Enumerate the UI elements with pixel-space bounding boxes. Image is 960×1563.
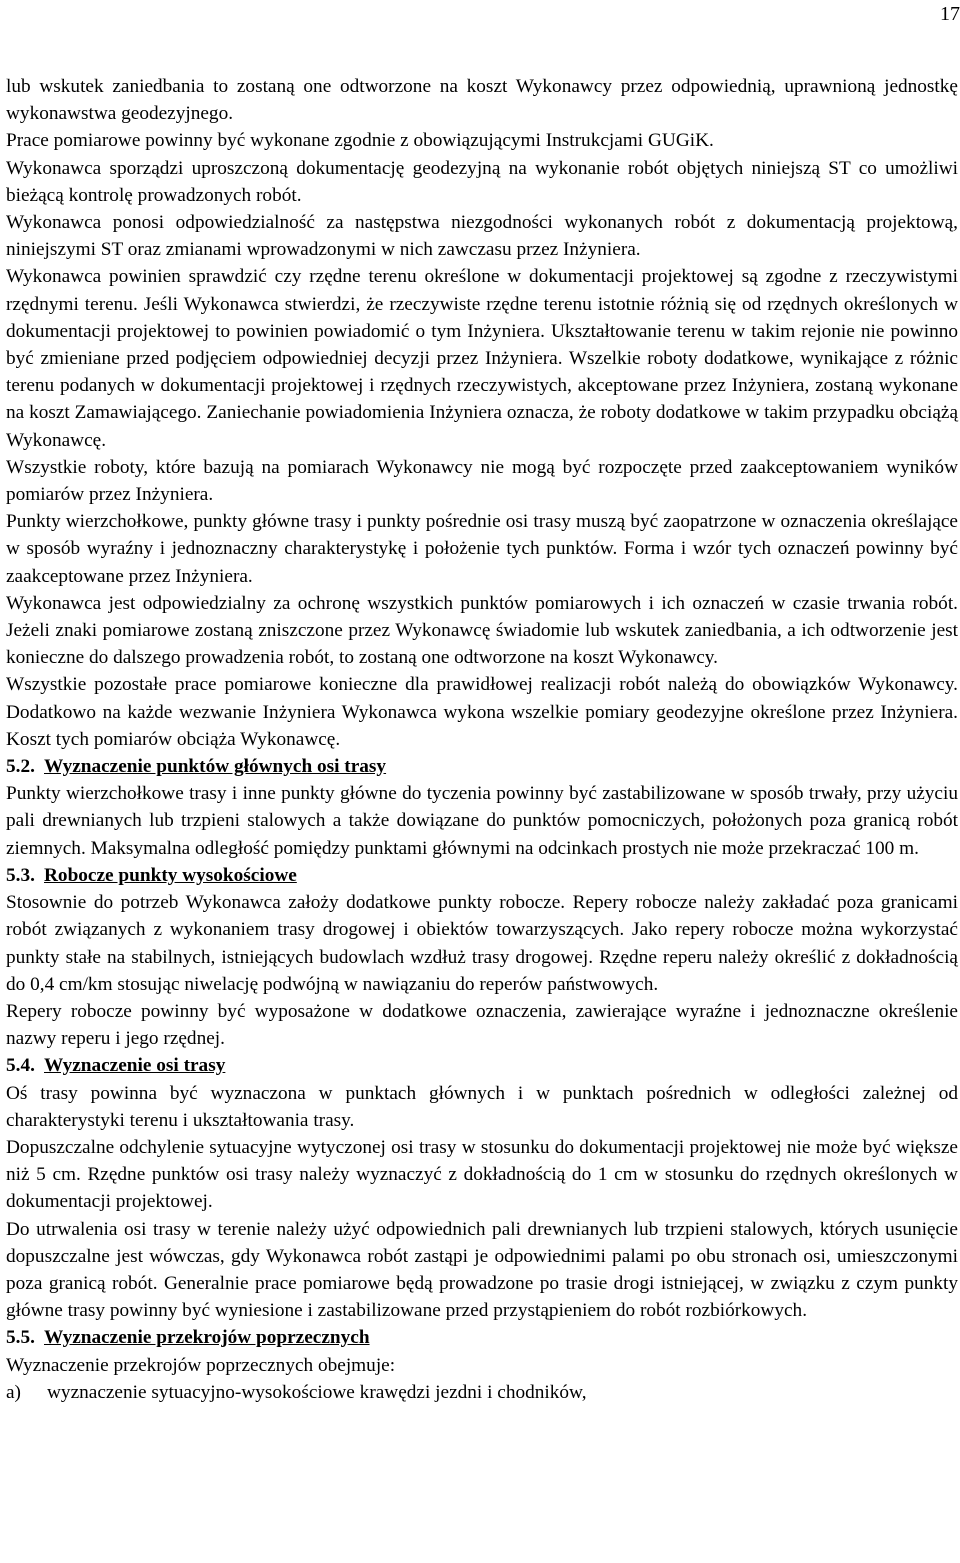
paragraph: Punkty wierzchołkowe trasy i inne punkty główne do tyczenia powinny być zastabilizowane w sposób trwały, przy użyciu pali drewnianych lub trzpieni stalowych a także dowiązane do punktów pomocniczych, położonych poza granicą robót ziemnych. Maksymalna odległość pomiędzy punktami głównymi na odcinkach prostych nie może przekraczać 100 m.	[6, 783, 958, 859]
list-item-text: wyznaczenie sytuacyjno-wysokościowe krawędzi jezdni i chodników,	[47, 1381, 587, 1403]
paragraph: Do utrwalenia osi trasy w terenie należy użyć odpowiednich pali drewnianych lub trzpieni stalowych, których usunięcie dopuszczalne jest wówczas, gdy Wykonawca robót zastąpi je odpowiednimi palami po obu stronach osi, umieszczonymi poza granicą robót. Generalnie prace pomiarowe będą prowadzone po trasie drogi istniejącej, w związku z czym punkty główne trasy powinny być wyniesione i zastabilizowane przed przystąpieniem do robót rozbiórkowych.	[6, 1218, 958, 1322]
section-heading-5-2	[6, 753, 958, 780]
paragraph: Wykonawca jest odpowiedzialny za ochronę wszystkich punktów pomiarowych i ich oznaczeń w czasie trwania robót. Jeżeli znaki pomiarowe zostaną zniszczone przez Wykonawcę świadomie lub wskutek zaniedbania, a ich odtworzenie jest konieczne do dalszego prowadzenia robót, to zostaną one odtworzone na koszt Wykonawcy.	[6, 592, 958, 669]
paragraph: Punkty wierzchołkowe, punkty główne trasy i punkty pośrednie osi trasy muszą być zaopatrzone w oznaczenia określające w sposób wyraźny i jednoznaczny charakterystykę i położenie tych punktów. Forma i wzór tych oznaczeń powinny być zaakceptowane przez Inżyniera.	[6, 511, 958, 587]
section-number: 5.5.	[6, 1327, 35, 1349]
paragraph: lub wskutek zaniedbania to zostaną one odtworzone na koszt Wykonawcy przez odpowiednią, uprawnioną jednostkę wykonawstwa geodezyjnego.	[6, 76, 958, 125]
section-title: Robocze punkty wysokościowe	[44, 864, 297, 886]
section-heading-5-3	[6, 862, 958, 889]
paragraph: Wykonawca ponosi odpowiedzialność za następstwa niezgodności wykonanych robót z dokumentacją projektową, niniejszymi ST oraz zmianami wprowadzonymi w nich zawczasu przez Inżyniera.	[6, 212, 958, 261]
paragraph: Repery robocze powinny być wyposażone w dodatkowe oznaczenia, zawierające wyraźne i jednoznaczne określenie nazwy reperu i jego rzędnej.	[6, 1000, 958, 1050]
paragraph: Wykonawca sporządzi uproszczoną dokumentację geodezyjną na wykonanie robót objętych niniejszą ST co umożliwi bieżącą kontrolę prowadzonych robót.	[6, 157, 958, 206]
section-heading-5-4	[6, 1052, 958, 1079]
paragraph: Dopuszczalne odchylenie sytuacyjne wytyczonej osi trasy w stosunku do dokumentacji projektowej nie może być większe niż 5 cm. Rzędne punktów osi trasy należy wyznaczyć z dokładnością do 1 cm w stosunku do rzędnych określonych w dokumentacji projektowej.	[6, 1136, 958, 1213]
section-title: Wyznaczenie osi trasy	[44, 1055, 226, 1077]
list-item	[6, 1379, 958, 1406]
section-heading-5-5	[6, 1324, 958, 1351]
paragraph: Stosownie do potrzeb Wykonawca założy dodatkowe punkty robocze. Repery robocze należy zakładać poza granicami robót związanych z wykonaniem trasy drogowej i obiektów towarzyszących. Jako repery robocze można wykorzystać punkty stałe na stabilnych, istniejących budowlach wzdłuż trasy drogowej. Rzędne reperu należy określić z dokładnością do 0,4 cm/km stosując niwelację podwójną w nawiązaniu do reperów państwowych.	[6, 892, 958, 995]
list-marker: a)	[6, 1381, 21, 1403]
document-body	[6, 73, 958, 1406]
paragraph: Wszystkie roboty, które bazują na pomiarach Wykonawcy nie mogą być rozpoczęte przed zaakceptowaniem wyników pomiarów przez Inżyniera.	[6, 456, 958, 506]
paragraph: Wykonawca powinien sprawdzić czy rzędne terenu określone w dokumentacji projektowej są zgodne z rzeczywistymi rzędnymi terenu. Jeśli Wykonawca stwierdzi, że rzeczywiste rzędne terenu istotnie różnią się od rzędnych określonych w dokumentacji projektowej to powinien powiadomić o tym Inżyniera. Ukształtowanie terenu w takim rejonie nie powinno być zmieniane przed podjęciem odpowiedniej decyzji przez Inżyniera. Wszelkie roboty dodatkowe, wynikające z różnic terenu podanych w dokumentacji projektowej i rzędnych rzeczywistych, akceptowane przez Inżyniera, zostaną wykonane na koszt Zamawiającego. Zaniechanie powiadomienia Inżyniera oznacza, że roboty dodatkowe w takim przypadku obciążą Wykonawcę.	[6, 266, 958, 451]
section-number: 5.2.	[6, 756, 35, 778]
paragraph: Prace pomiarowe powinny być wykonane zgodnie z obowiązującymi Instrukcjami GUGiK.	[6, 130, 714, 152]
paragraph: Wyznaczenie przekrojów poprzecznych obejmuje:	[6, 1354, 396, 1376]
section-number: 5.4.	[6, 1055, 35, 1077]
paragraph: Oś trasy powinna być wyznaczona w punktach głównych i w punktach pośrednich w odległości zależnej od charakterystyki terenu i ukształtowania trasy.	[6, 1082, 958, 1131]
section-title: Wyznaczenie przekrojów poprzecznych	[44, 1327, 370, 1349]
section-title: Wyznaczenie punktów głównych osi trasy	[44, 756, 387, 778]
paragraph: Wszystkie pozostałe prace pomiarowe konieczne dla prawidłowej realizacji robót należą do obowiązków Wykonawcy. Dodatkowo na każde wezwanie Inżyniera Wykonawca wykona wszelkie pomiary geodezyjne określone przez Inżyniera. Koszt tych pomiarów obciąża Wykonawcę.	[6, 674, 958, 750]
page-number: 17	[940, 3, 960, 25]
section-number: 5.3.	[6, 864, 35, 886]
